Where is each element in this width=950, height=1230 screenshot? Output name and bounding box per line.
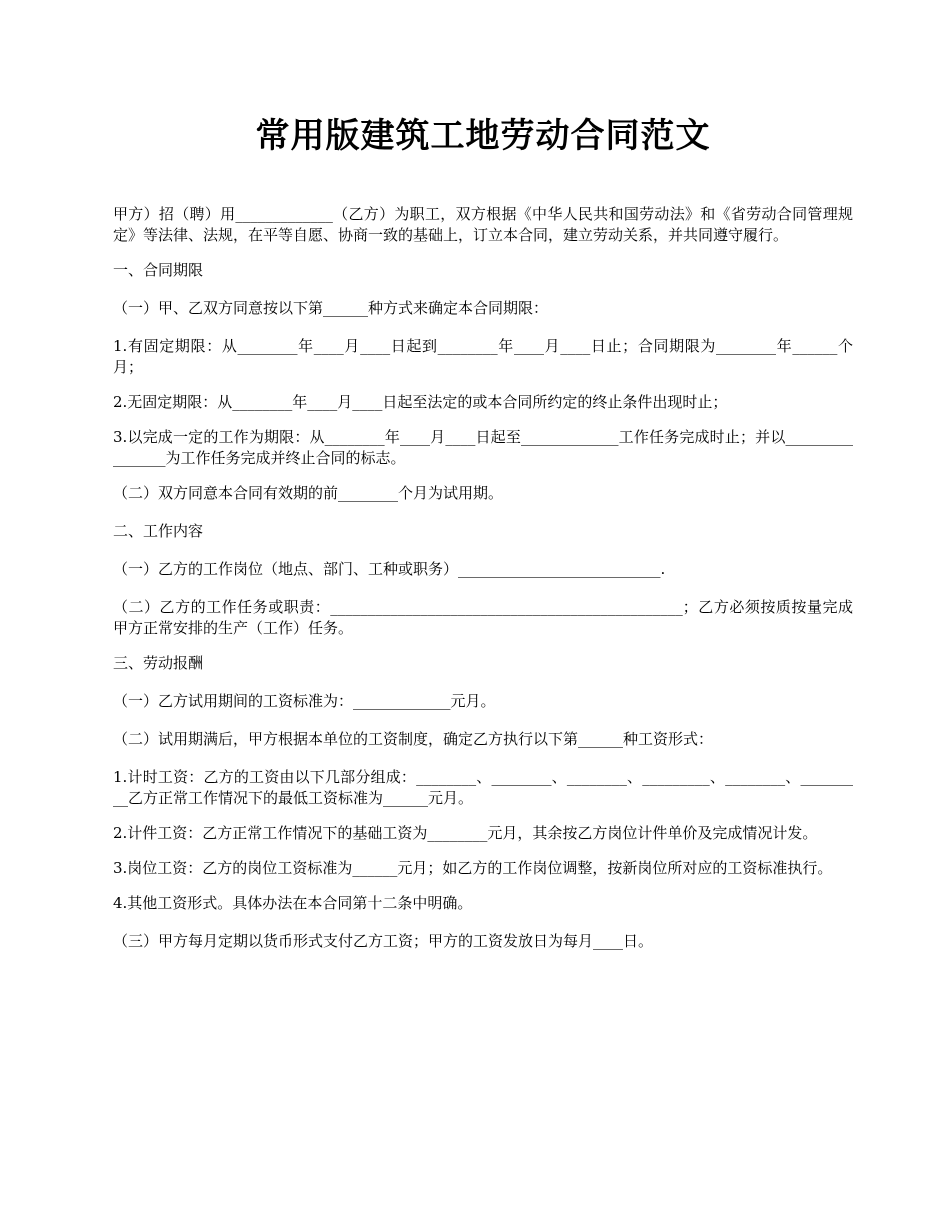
clause-other-wage: 4.其他工资形式。具体办法在本合同第十二条中明确。 xyxy=(113,894,473,912)
clause-wage-form: （二）试用期满后，甲方根据本单位的工资制度，确定乙方执行以下第______种工资形式： xyxy=(113,730,714,748)
section-heading-contract-term: 一、合同期限 xyxy=(113,261,204,279)
clause-term-method: （一）甲、乙双方同意按以下第______种方式来确定本合同期限： xyxy=(113,299,549,317)
preamble-paragraph: 甲方）招（聘）用_____________（乙方）为职工，双方根据《中华人民共和国劳动法》和《省劳动合同管理规定》等法律、法规，在平等自愿、协商一致的基础上，订立本合同，建立劳动关系，并共同遵守履行。 xyxy=(113,205,853,244)
clause-fixed-term: 1.有固定期限：从________年____月____日起到________年____月____日止；合同期限为________年______个月； xyxy=(113,337,853,376)
section-heading-remuneration: 三、劳动报酬 xyxy=(113,654,204,672)
clause-position-wage: 3.岗位工资：乙方的岗位工资标准为______元月；如乙方的工作岗位调整，按新岗位所对应的工资标准执行。 xyxy=(113,859,833,877)
clause-probation-wage: （一）乙方试用期间的工资标准为：_____________元月。 xyxy=(113,692,496,710)
clause-time-wage: 1.计时工资：乙方的工资由以下几部分组成：________、________、________、_________、________、_________乙方正常工作情况下的最低工资标准为______元月。 xyxy=(113,768,853,807)
document-page xyxy=(113,108,853,966)
clause-task-term: 3.以完成一定的工作为期限：从________年____月____日起至_____________工作任务完成时止；并以________________为工作任务完成并终止合同的标志。 xyxy=(113,428,853,467)
clause-probation: （二）双方同意本合同有效期的前________个月为试用期。 xyxy=(113,484,504,502)
clause-piece-wage: 2.计件工资：乙方正常工作情况下的基础工资为________元月，其余按乙方岗位计件单价及完成情况计发。 xyxy=(113,824,818,842)
clause-payment-date: （三）甲方每月定期以货币形式支付乙方工资；甲方的工资发放日为每月____日。 xyxy=(113,932,654,950)
clause-open-term: 2.无固定期限：从________年____月____日起至法定的或本合同所约定的终止条件出现时止； xyxy=(113,393,728,411)
clause-job-duties: （二）乙方的工作任务或职责：_______________________________________________；乙方必须按质按量完成甲方正常安排的生产（工作）任务。 xyxy=(113,598,853,637)
document-title: 常用版建筑工地劳动合同范文 xyxy=(255,116,711,156)
clause-job-position: （一）乙方的工作岗位（地点、部门、工种或职务）___________________________. xyxy=(113,560,666,578)
section-heading-job-content: 二、工作内容 xyxy=(113,522,204,540)
